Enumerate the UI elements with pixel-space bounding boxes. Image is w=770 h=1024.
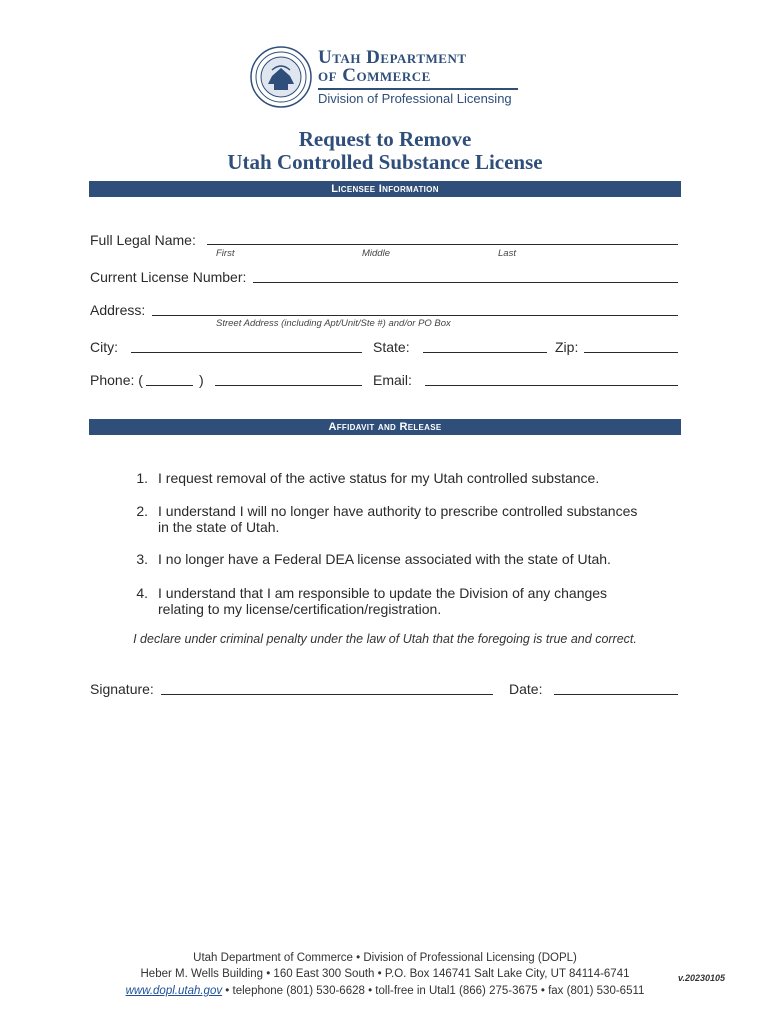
affidavit-item-text-cont: in the state of Utah. (158, 519, 280, 535)
affidavit-item-text: I understand I will no longer have authority to prescribe controlled substances (158, 503, 638, 519)
zip-label: Zip: (555, 339, 579, 355)
footer-line3 (0, 985, 770, 997)
full-name-field[interactable] (207, 244, 678, 245)
form-title-line2: Utah Controlled Substance License (227, 150, 543, 174)
middle-name-hint: Middle (362, 248, 390, 259)
city-field[interactable] (131, 352, 362, 353)
website-link[interactable]: www.dopl.utah.gov (125, 985, 223, 997)
affidavit-item-text: I understand that I am responsible to update the Division of any changes (158, 585, 608, 601)
form-title-line1: Request to Remove (298, 127, 472, 151)
signature-field[interactable] (161, 694, 493, 695)
affidavit-item-text: I request removal of the active status for my Utah controlled substance. (158, 470, 600, 486)
state-field[interactable] (423, 352, 547, 353)
phone-paren-close: ) (199, 372, 204, 388)
affidavit-item-number: 4. (136, 585, 148, 601)
division-name: Division of Professional Licensing (318, 91, 512, 106)
dept-name-line2: of Commerce (318, 65, 431, 86)
footer-line2: Heber M. Wells Building • 160 East 300 South • P.O. Box 146741 Salt Lake City, UT 84114-6741 (140, 968, 630, 980)
header-divider (318, 88, 518, 90)
affidavit-item-number: 1. (136, 470, 148, 486)
email-field[interactable] (425, 385, 678, 386)
zip-field[interactable] (584, 352, 678, 353)
full-name-label: Full Legal Name: (90, 232, 196, 248)
license-number-label: Current License Number: (90, 269, 247, 285)
phone-number-field[interactable] (215, 385, 362, 386)
address-label: Address: (90, 302, 146, 318)
affidavit-item-number: 2. (136, 503, 148, 519)
date-field[interactable] (554, 694, 678, 695)
address-hint: Street Address (including Apt/Unit/Ste #) and/or PO Box (216, 318, 451, 329)
dept-name-line1: Utah Department (318, 47, 467, 68)
city-label: City: (90, 339, 118, 355)
date-label: Date: (509, 681, 543, 697)
affidavit-item-text: I no longer have a Federal DEA license associated with the state of Utah. (158, 551, 611, 567)
license-number-field[interactable] (253, 282, 678, 283)
section-header-licensee: Licensee Information (89, 181, 681, 197)
first-name-hint: First (216, 248, 235, 259)
phone-label: Phone: ( (90, 372, 143, 388)
affidavit-item-number: 3. (136, 551, 148, 567)
affidavit-item-text-cont: relating to my license/certification/registration. (158, 601, 442, 617)
last-name-hint: Last (498, 248, 516, 259)
form-version: v.20230105 (678, 973, 726, 983)
state-label: State: (373, 339, 410, 355)
signature-label: Signature: (90, 681, 154, 697)
phone-area-code-field[interactable] (146, 385, 193, 386)
declaration-statement: I declare under criminal penalty under the law of Utah that the foregoing is true and correct. (133, 632, 637, 646)
address-field[interactable] (152, 315, 678, 316)
footer-line1: Utah Department of Commerce • Division of Professional Licensing (DOPL) (193, 952, 577, 964)
utah-seal-logo (250, 46, 312, 108)
footer-contact: • telephone (801) 530-6628 • toll-free in Utal1 (866) 275-3675 • fax (801) 530-6511 (222, 985, 645, 997)
section-header-affidavit: Affidavit and Release (89, 419, 681, 435)
email-label: Email: (373, 372, 412, 388)
